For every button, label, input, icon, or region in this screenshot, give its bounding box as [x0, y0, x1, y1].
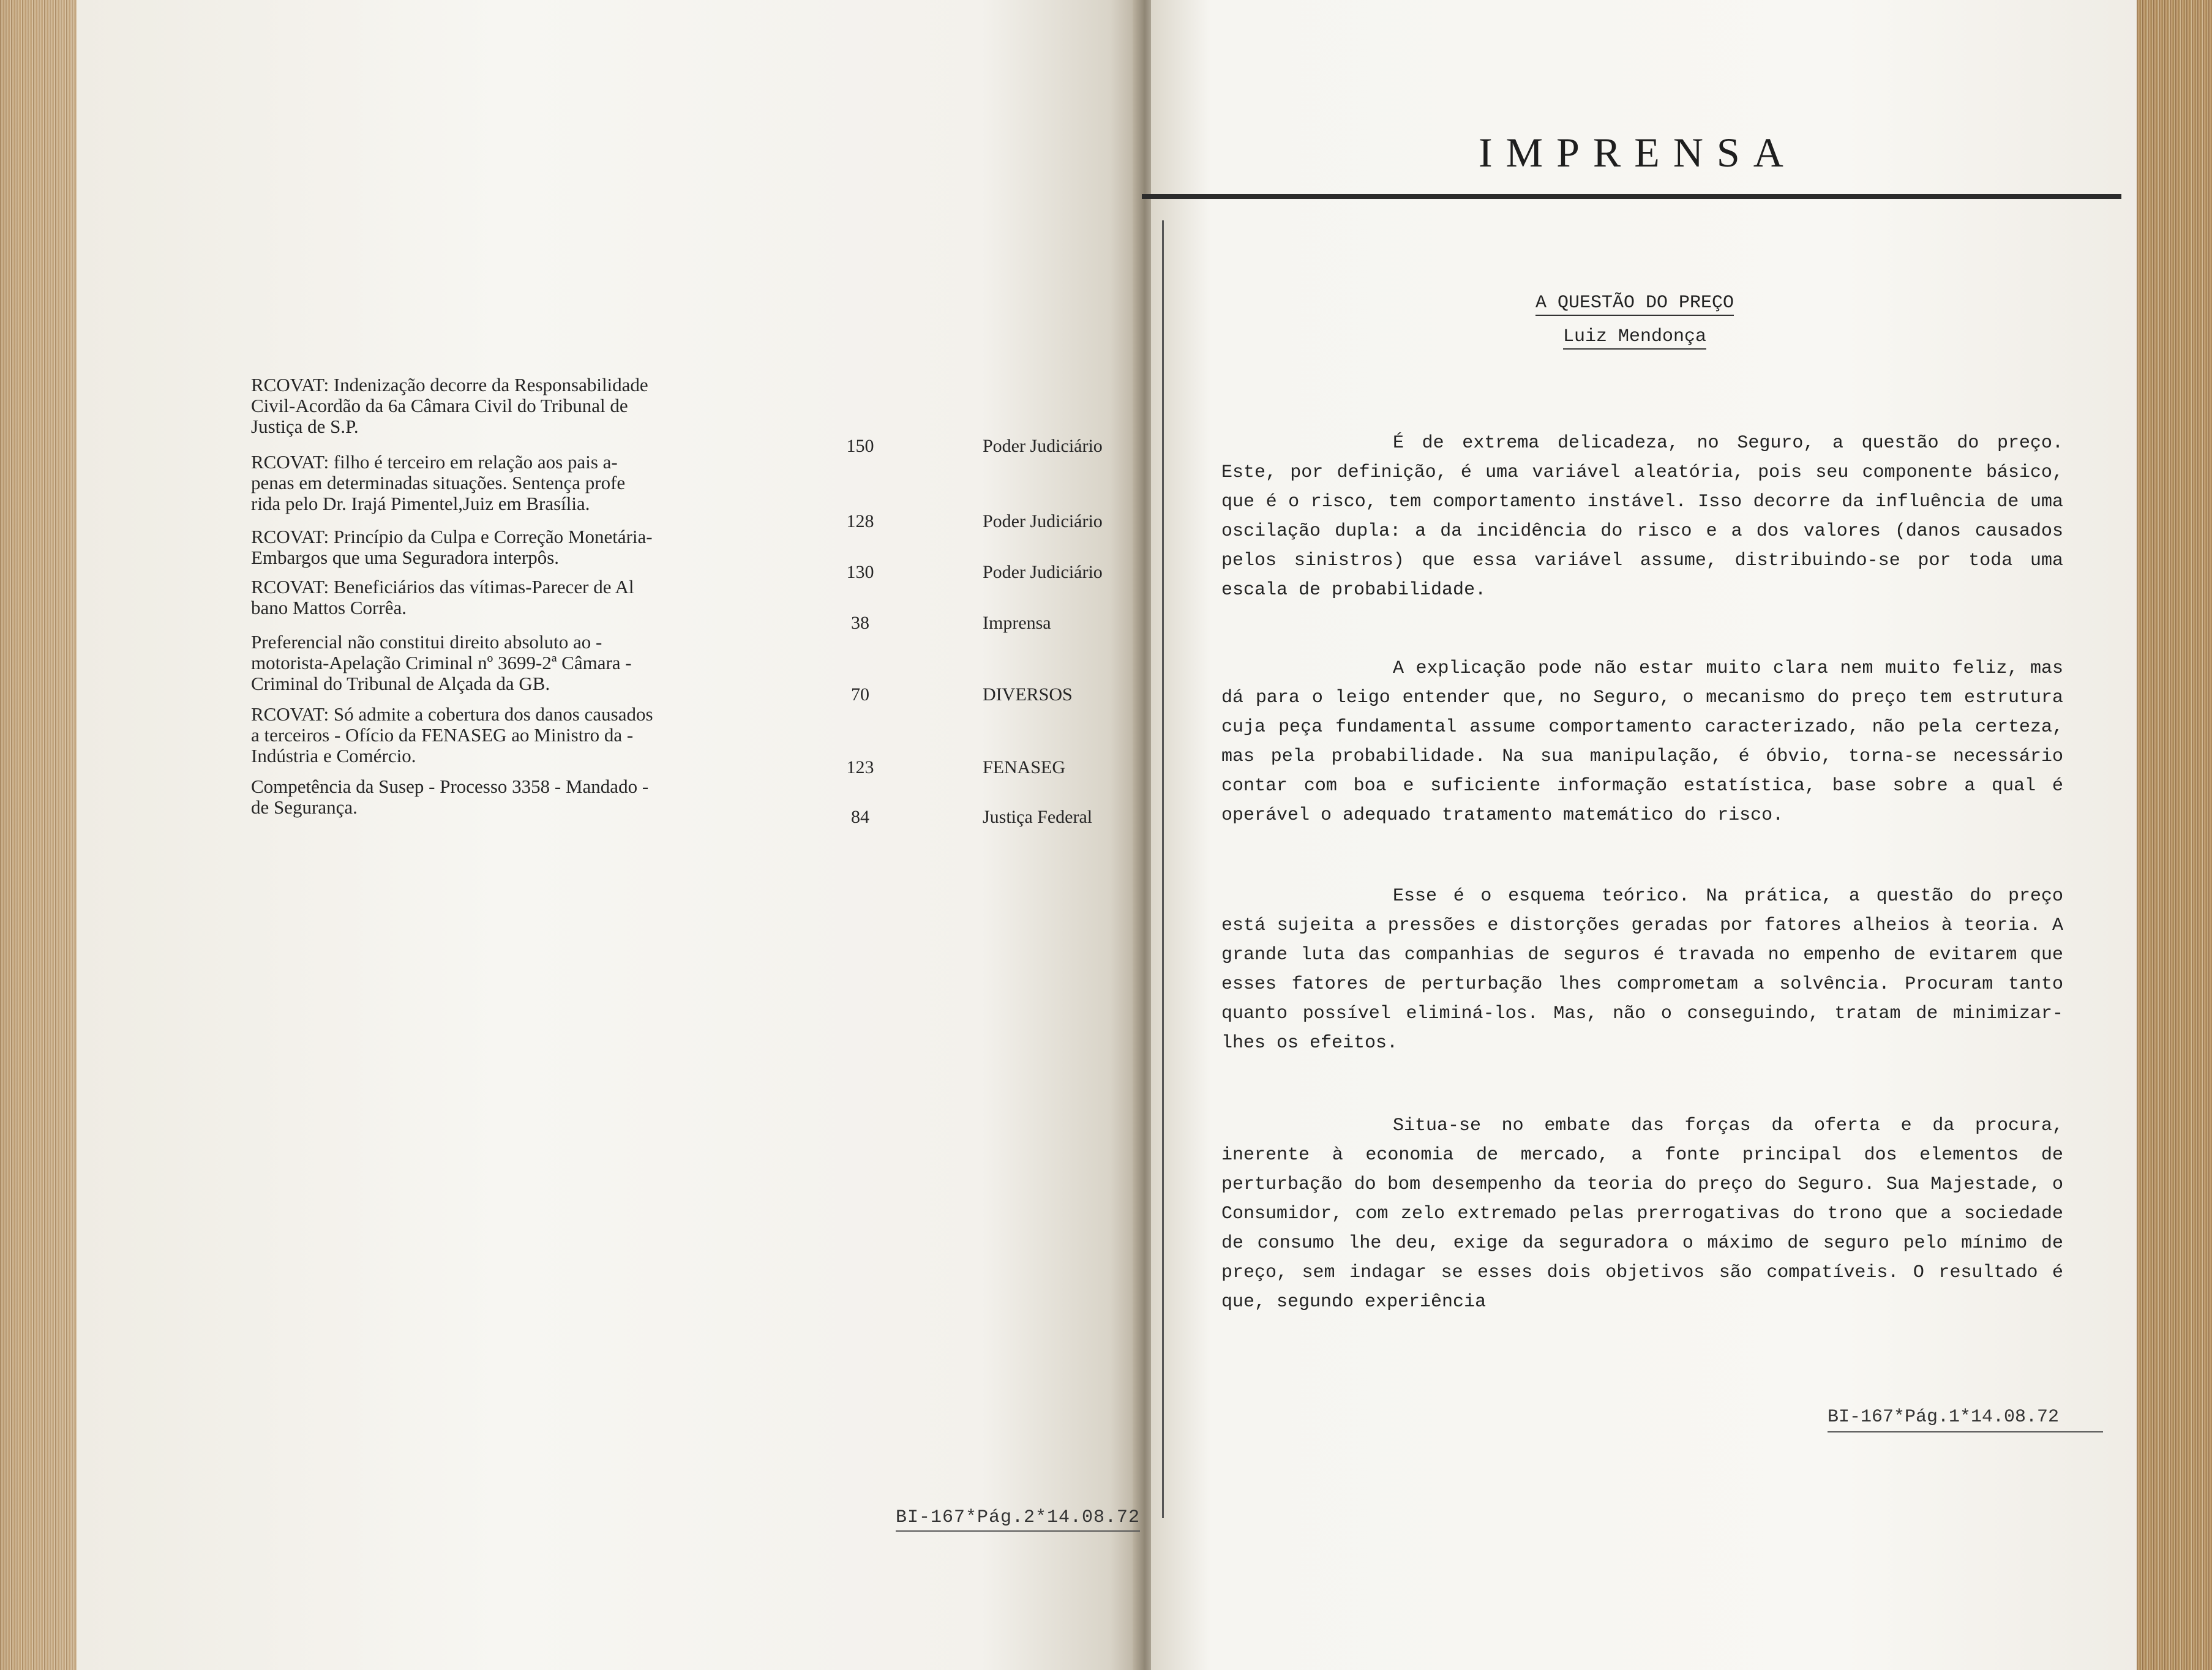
index-entry-text: RCOVAT: Só admite a cobertura dos danos causados a terceiros - Ofício da FENASEG ao Ministro da - Indústria e Comércio. — [251, 703, 653, 766]
paragraph-text: Situa-se no embate das forças da oferta e da procura, inerente à economia de mercado, a fonte principal dos elementos de perturbação do bom desempenho da teoria do preço do Seguro. Sua Majestade, o Consumidor, com zelo extremado pelas prerrogativas do trono que a sociedade de consumo lhe deu, exige da seguradora o máximo de seguro pelo mínimo de preço, sem indagar se esses dois objetivos são compatíveis. O resultado é que, segundo experiência — [1221, 1115, 2063, 1312]
article-title — [1518, 293, 1751, 313]
index-entry-section: Imprensa — [983, 613, 1051, 633]
margin-line — [1162, 220, 1164, 1518]
article-paragraph-2 — [1221, 654, 2063, 830]
article-author — [1518, 326, 1751, 347]
index-entry-page: 70 — [851, 684, 869, 705]
article-paragraph-3 — [1221, 882, 2063, 1058]
book-page-edges-left — [0, 0, 77, 1670]
index-entry-page: 84 — [851, 807, 869, 827]
index-entry-section: Poder Judiciário — [983, 562, 1103, 582]
index-entry-page: 38 — [851, 613, 869, 633]
index-entry-section: Poder Judiciário — [983, 511, 1103, 531]
index-entry-text: Preferencial não constitui direito absoluto ao - motorista-Apelação Criminal nº 3699-2ª Câmara - Criminal do Tribunal de Alçada da GB. — [251, 631, 632, 694]
index-entry-text: RCOVAT: Indenização decorre da Responsabilidade Civil-Acordão da 6a Câmara Civil do Tribunal de Justiça de S.P. — [251, 374, 648, 437]
index-entry-text: RCOVAT: Princípio da Culpa e Correção Monetária- Embargos que uma Seguradora interpôs. — [251, 526, 653, 568]
index-entry-page: 130 — [846, 562, 874, 582]
article-author-text: Luiz Mendonça — [1563, 326, 1706, 350]
index-entry-text: RCOVAT: Beneficiários das vítimas-Parecer de Al bano Mattos Corrêa. — [251, 576, 634, 618]
index-entry-text: RCOVAT: filho é terceiro em relação aos pais a- penas em determinadas situações. Sentença profe rida pelo Dr. Irajá Pimentel,Juiz em Brasília. — [251, 451, 626, 514]
title-rule — [1142, 194, 2121, 199]
paragraph-text: Esse é o esquema teórico. Na prática, a questão do preço está sujeita a pressões e distorções geradas por fatores alheios à teoria. A grande luta das companhias de seguros é travada no empenho de evitarem que esses fatores de perturbação lhes comprometam a solvência. Procuram tanto quanto possível eliminá-los. Mas, não o conseguindo, tratam de minimizar-lhes os efeitos. — [1221, 886, 2063, 1054]
article-paragraph-1 — [1221, 429, 2063, 605]
article-paragraph-4 — [1221, 1111, 2063, 1317]
index-entry-section: Poder Judiciário — [983, 436, 1103, 456]
article-title-text: A QUESTÃO DO PREÇO — [1535, 293, 1734, 316]
book-page-edges-right — [2137, 0, 2212, 1670]
paragraph-text: A explicação pode não estar muito clara nem muito feliz, mas dá para o leigo entender que, no Seguro, o mecanismo do preço tem estrutura cuja peça fundamental assume comportamento caracterizado, não pela certeza, mas pela probabilidade. Na sua manipulação, é óbvio, torna-se necessário contar com boa e suficiente informação estatística, base sobre a qual é operável o adequado tratamento matemático do risco. — [1221, 658, 2063, 826]
index-entry-section: FENASEG — [983, 757, 1066, 777]
section-title: IMPRENSA — [1479, 129, 1797, 176]
index-entry-page: 128 — [846, 511, 874, 531]
left-page — [77, 0, 1142, 1670]
left-page-footer: BI-167*Pág.2*14.08.72 — [896, 1507, 1141, 1528]
index-entry-section: Justiça Federal — [983, 807, 1093, 827]
index-entry-text: Competência da Susep - Processo 3358 - Mandado - de Segurança. — [251, 776, 649, 818]
index-entry-section: DIVERSOS — [983, 684, 1073, 705]
right-page-footer: BI-167*Pág.1*14.08.72 — [1828, 1407, 2060, 1428]
index-entry-page: 123 — [846, 757, 874, 777]
paragraph-text: É de extrema delicadeza, no Seguro, a questão do preço. Este, por definição, é uma variável aleatória, pois seu componente básico, que é o risco, tem comportamento instável. Isso decorre da influência de uma oscilação dupla: a da incidência do risco e a dos valores (danos causados pelos sinistros) que essa variável assume, distribuindo-se por toda uma escala de probabilidade. — [1221, 433, 2063, 601]
index-entry-page: 150 — [846, 436, 874, 456]
